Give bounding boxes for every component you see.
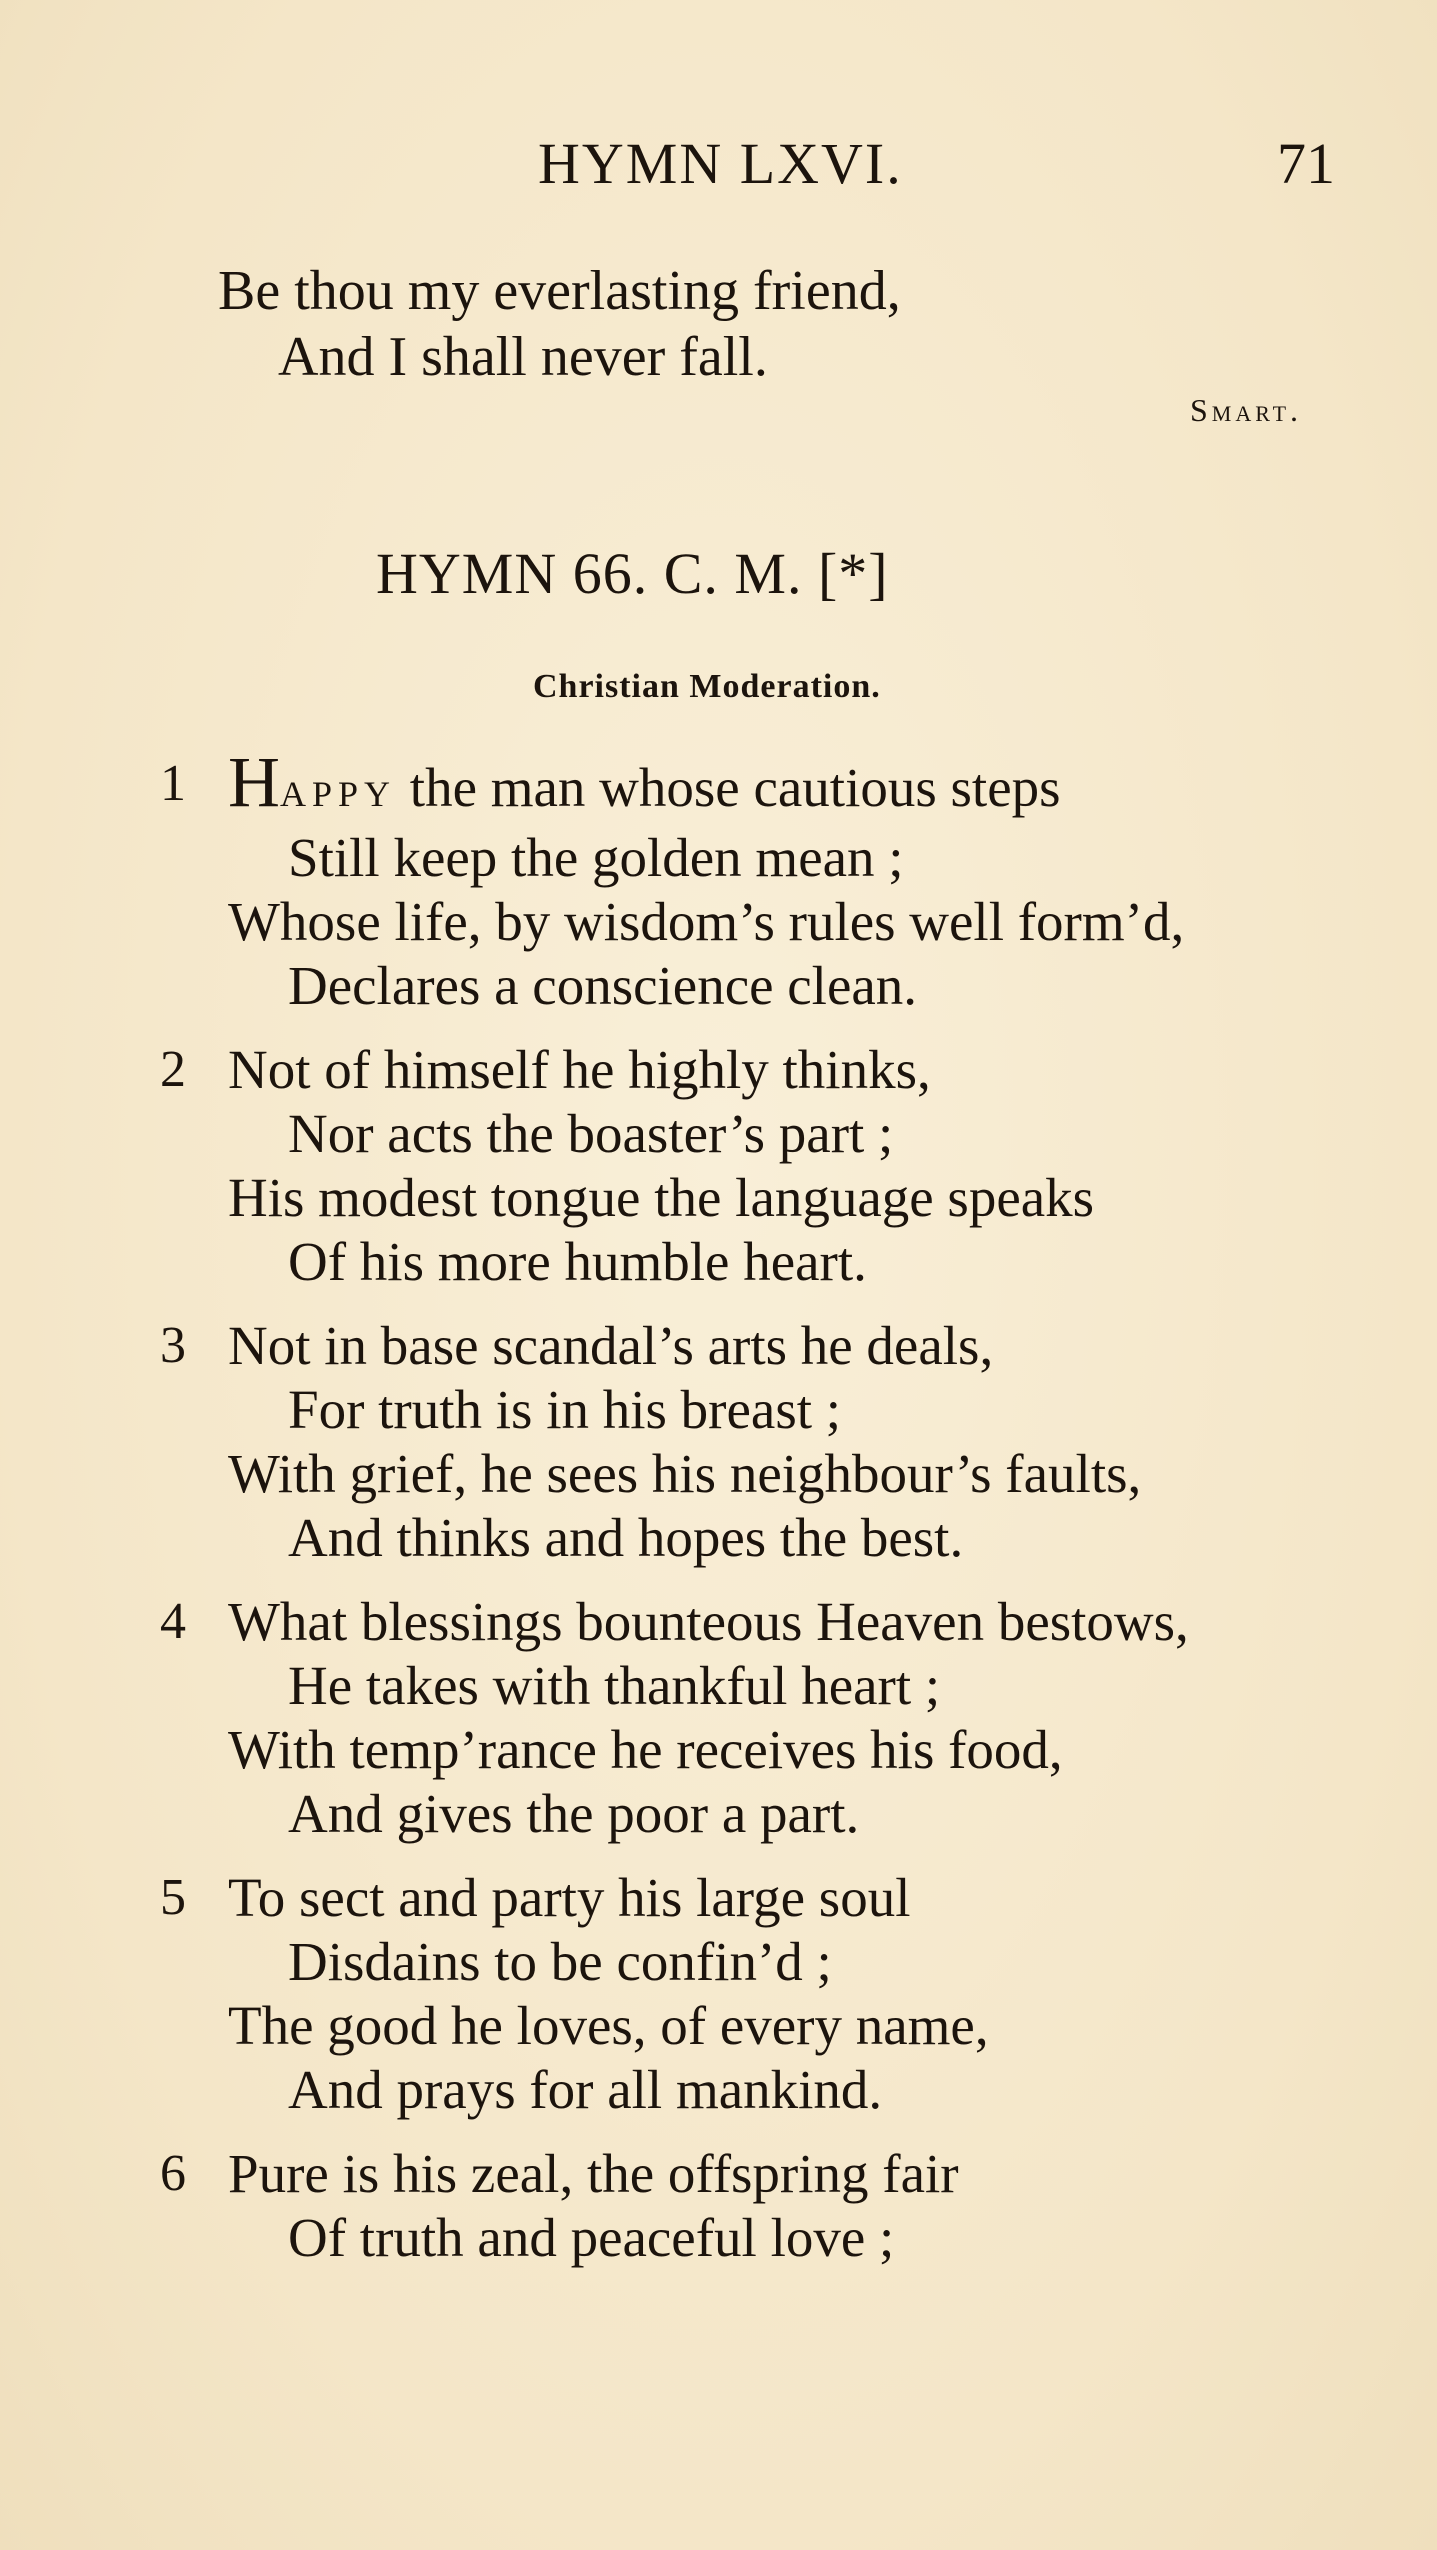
verse-line: Of truth and peaceful love ; <box>288 2207 895 2268</box>
stanza-number: 1 <box>160 755 186 812</box>
previous-hymn-ending <box>218 258 901 390</box>
verse-line: And thinks and hopes the best. <box>288 1507 964 1568</box>
stanza <box>160 1314 1189 1570</box>
stanza <box>160 1038 1189 1294</box>
verse-line: And prays for all mankind. <box>288 2059 883 2120</box>
verse-line: Still keep the golden mean ; <box>288 827 904 888</box>
verse-line: Not of himself he highly thinks, <box>228 1039 931 1100</box>
stanza <box>160 742 1189 1018</box>
verse-line: What blessings bounteous Heaven bestows, <box>228 1591 1189 1652</box>
verse-line: For truth is in his breast ; <box>288 1379 842 1440</box>
verse-line: His modest tongue the language speaks <box>228 1167 1095 1228</box>
verse-line: Nor acts the boaster’s part ; <box>288 1103 894 1164</box>
verse-line: And I shall never fall. <box>278 326 768 388</box>
running-title: HYMN LXVI. <box>538 131 903 196</box>
verse-text: the man whose cautious steps <box>396 757 1061 818</box>
verse-line: Disdains to be confin’d ; <box>288 1931 832 1992</box>
verse-line: Be thou my everlasting friend, <box>218 260 901 322</box>
hymn-heading: HYMN 66. C. M. [*] <box>376 541 889 606</box>
verse-line: To sect and party his large soul <box>228 1867 911 1928</box>
drop-cap: H <box>228 742 280 822</box>
verse-line: He takes with thankful heart ; <box>288 1655 941 1716</box>
verse-line: The good he loves, of every name, <box>228 1995 989 2056</box>
stanza <box>160 1866 1189 2122</box>
page-number: 71 <box>1277 131 1335 196</box>
verse-line: Of his more humble heart. <box>288 1231 867 1292</box>
stanza <box>160 2142 1189 2270</box>
verse-line: With grief, he sees his neighbour’s faults, <box>228 1443 1142 1504</box>
verse-line: And gives the poor a part. <box>288 1783 860 1844</box>
verse-line: With temp’rance he receives his food, <box>228 1719 1063 1780</box>
verse-line: Pure is his zeal, the offspring fair <box>228 2143 959 2204</box>
small-caps-text: APPY <box>280 774 397 814</box>
stanza <box>160 1590 1189 1846</box>
verse-line: Not in base scandal’s arts he deals, <box>228 1315 994 1376</box>
stanza-number: 3 <box>160 1317 186 1374</box>
hymn-stanzas <box>160 742 1189 2290</box>
verse-line <box>228 742 1189 826</box>
stanza-number: 5 <box>160 1869 186 1926</box>
stanza-number: 4 <box>160 1593 186 1650</box>
verse-line: Whose life, by wisdom’s rules well form’d, <box>228 891 1185 952</box>
hymn-subtitle: Christian Moderation. <box>533 668 881 705</box>
verse-line: Declares a conscience clean. <box>288 955 918 1016</box>
stanza-number: 6 <box>160 2145 186 2202</box>
stanza-number: 2 <box>160 1041 186 1098</box>
author-attribution: Smart. <box>1190 392 1303 428</box>
